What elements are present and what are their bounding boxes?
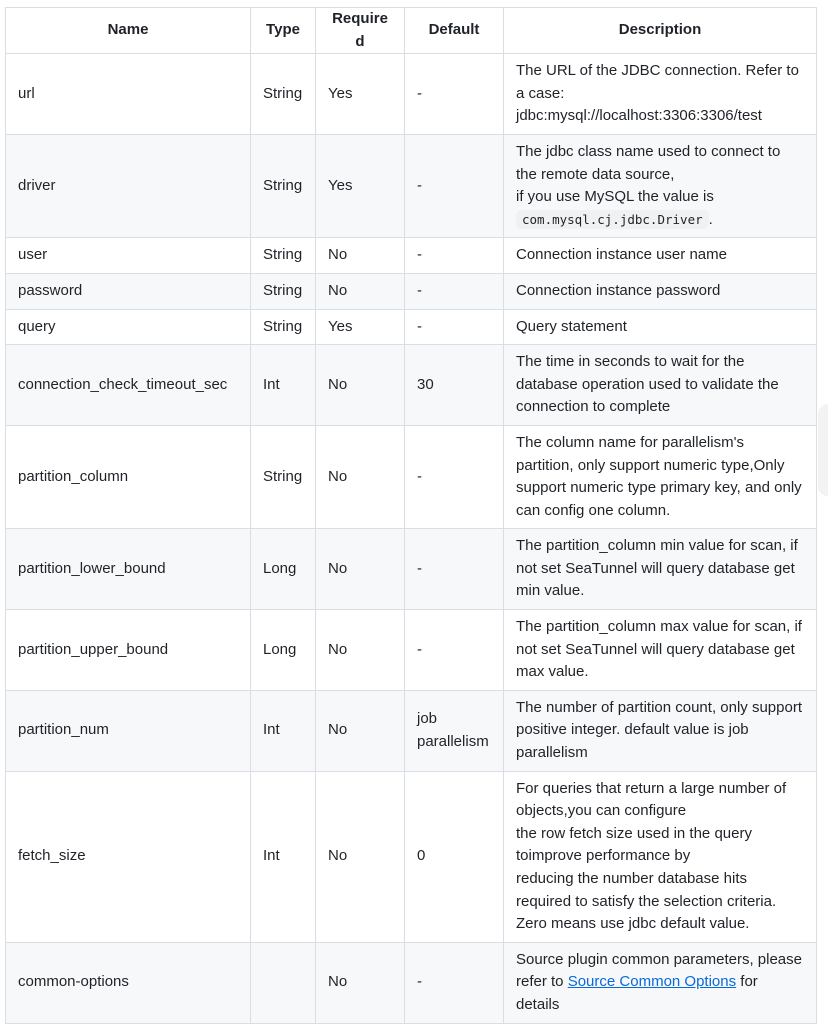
table-row [6,690,817,771]
cell-description [504,529,817,610]
cell-description [504,345,817,426]
description-text: for details [516,973,758,1013]
cell-name: partition_num [6,690,251,771]
cell-required: Yes [316,54,405,135]
description-text: The partition_column max value for scan, if not set SeaTunnel will query database get max value. [516,618,802,681]
cell-default: job parallelism [405,690,504,771]
cell-default: - [405,425,504,528]
cell-description [504,690,817,771]
cell-type: String [251,425,316,528]
cell-default: - [405,309,504,345]
column-header-name: Name [6,8,251,54]
cell-name: url [6,54,251,135]
table-row [6,345,817,426]
table-row [6,771,817,942]
table-row [6,425,817,528]
cell-name: driver [6,134,251,237]
description-text: The partition_column min value for scan, if not set SeaTunnel will query database get min value. [516,537,798,600]
description-text: Zero means use jdbc default value. [516,915,750,933]
inline-code: com.mysql.cj.jdbc.Driver [516,210,709,229]
cell-type: Int [251,771,316,942]
cell-description [504,942,817,1023]
cell-type: String [251,309,316,345]
table-header-row [6,8,817,54]
cell-name: fetch_size [6,771,251,942]
cell-type: Long [251,529,316,610]
description-text: Query statement [516,317,627,335]
cell-type: String [251,238,316,274]
cell-description [504,238,817,274]
cell-default: - [405,134,504,237]
table-row [6,273,817,309]
cell-required: Yes [316,134,405,237]
column-header-required: Required [316,8,405,54]
table-row [6,610,817,691]
description-text: The jdbc class name used to connect to the remote data source, [516,142,781,183]
cell-type: String [251,54,316,135]
table-row [6,529,817,610]
cell-type: Int [251,345,316,426]
cell-required: No [316,425,405,528]
cell-default: - [405,529,504,610]
cell-required: No [316,238,405,274]
table-row [6,134,817,237]
description-text: For queries that return a large number of objects,you can configure [516,779,787,820]
column-header-default: Default [405,8,504,54]
cell-type: Long [251,610,316,691]
cell-required: No [316,529,405,610]
description-text: The column name for parallelism's partition, only support numeric type,Only support numeric type primary key, and only can config one column. [516,433,802,519]
cell-default: - [405,610,504,691]
cell-name: partition_column [6,425,251,528]
scrollbar-handle[interactable] [818,404,828,496]
cell-required: No [316,273,405,309]
cell-default: 30 [405,345,504,426]
cell-type [251,942,316,1023]
cell-required: No [316,942,405,1023]
cell-description [504,771,817,942]
cell-type: String [251,273,316,309]
column-header-type: Type [251,8,316,54]
cell-default: - [405,942,504,1023]
cell-default: - [405,273,504,309]
cell-name: partition_upper_bound [6,610,251,691]
cell-default: - [405,54,504,135]
column-header-description: Description [504,8,817,54]
cell-description [504,309,817,345]
cell-required: No [316,690,405,771]
cell-default: - [405,238,504,274]
description-text: reducing the number database hits required to satisfy the selection criteria. [516,870,777,910]
cell-required: No [316,610,405,691]
description-text: Connection instance user name [516,246,727,264]
cell-description [504,610,817,691]
parameters-table [5,7,817,1024]
cell-name: connection_check_timeout_sec [6,345,251,426]
description-text: the row fetch size used in the query toimprove performance by [516,824,752,865]
cell-required: Yes [316,309,405,345]
description-text: The URL of the JDBC connection. Refer to a case: jdbc:mysql://localhost:3306:3306/test [516,62,799,125]
description-text: Connection instance password [516,281,721,299]
description-text: The time in seconds to wait for the database operation used to validate the connection to complete [516,353,779,416]
cell-description [504,134,817,237]
table-row [6,942,817,1023]
cell-name: query [6,309,251,345]
description-text: Source plugin common parameters, please refer to [516,950,802,991]
source-common-options-link[interactable]: Source Common Options [567,973,737,991]
description-text: The number of partition count, only support positive integer. default value is job parallelism [516,698,802,762]
description-text: if you use MySQL the value is [516,188,714,206]
cell-type: Int [251,690,316,771]
description-text: . [708,210,713,228]
cell-default: 0 [405,771,504,942]
table-row [6,54,817,135]
table-row [6,238,817,274]
cell-required: No [316,771,405,942]
cell-type: String [251,134,316,237]
table-row [6,309,817,345]
cell-description [504,273,817,309]
cell-name: password [6,273,251,309]
cell-required: No [316,345,405,426]
cell-name: user [6,238,251,274]
cell-description [504,54,817,135]
cell-name: partition_lower_bound [6,529,251,610]
cell-name: common-options [6,942,251,1023]
cell-description [504,425,817,528]
